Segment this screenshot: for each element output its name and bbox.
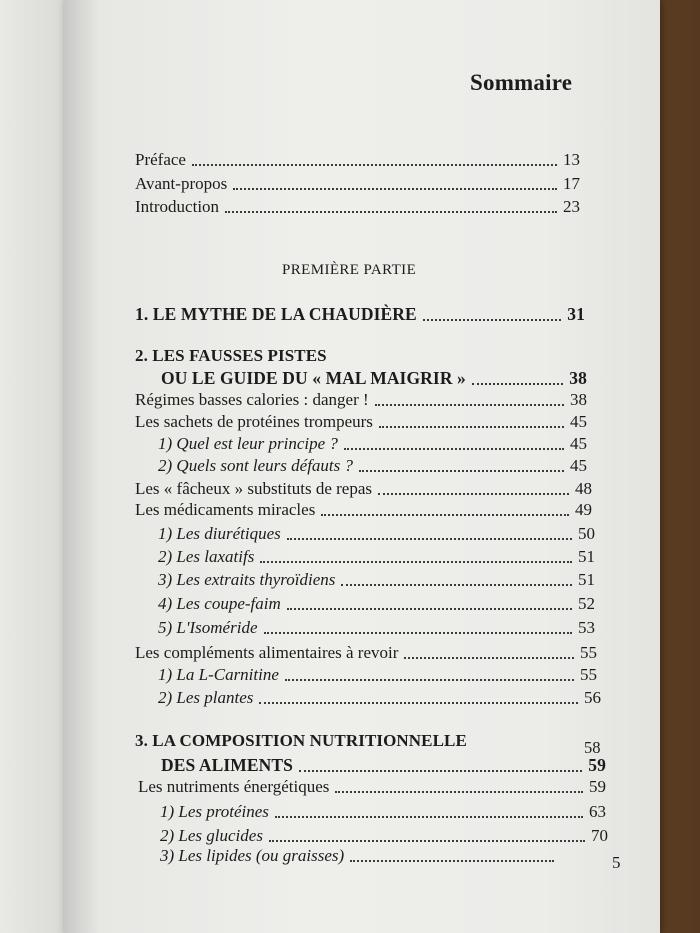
toc-entry: [158, 547, 595, 567]
toc-label: Avant-propos: [135, 174, 228, 193]
toc-label: 1) Les diurétiques: [158, 524, 281, 543]
chapter-title: DES ALIMENTS: [161, 755, 294, 775]
dot-leader: [378, 493, 569, 495]
toc-entry: [135, 412, 587, 432]
toc-page: 17: [563, 174, 580, 193]
toc-page: 48: [575, 479, 592, 498]
toc-page: 55: [580, 643, 597, 662]
dot-leader: [359, 470, 564, 472]
toc-entry: [158, 594, 595, 614]
toc-page: 55: [580, 665, 597, 684]
page-number: 5: [612, 853, 621, 872]
dot-leader: [269, 840, 585, 842]
dot-leader: [344, 448, 564, 450]
dot-leader: [275, 816, 583, 818]
toc-label: 3) Les extraits thyroïdiens: [158, 570, 336, 589]
toc-label: Régimes basses calories : danger !: [135, 390, 369, 409]
toc-entry: [135, 500, 592, 520]
toc-label: Les médicaments miracles: [135, 500, 316, 519]
dot-leader: [225, 211, 557, 213]
toc-page: 63: [589, 802, 606, 821]
toc-entry-avant-propos: [135, 174, 580, 194]
toc-chapter-3: [161, 755, 606, 776]
toc-entry: [160, 826, 608, 846]
toc-page: 45: [570, 412, 587, 431]
toc-label: 2) Les plantes: [158, 688, 254, 707]
toc-entry: [158, 570, 595, 590]
chapter-3-title-line1: 3. LA COMPOSITION NUTRITIONNELLE: [135, 731, 467, 750]
toc-entry-preface: [135, 150, 580, 170]
toc-page: 38: [569, 368, 587, 388]
toc-entry-introduction: [135, 197, 580, 217]
chapter-2-title-line1: 2. LES FAUSSES PISTES: [135, 346, 327, 365]
toc-page: 45: [570, 456, 587, 475]
toc-label: 3) Les lipides (ou graisses): [160, 846, 345, 865]
dot-leader: [321, 514, 569, 516]
toc-label: Les sachets de protéines trompeurs: [135, 412, 373, 431]
toc-page: 31: [567, 304, 585, 324]
dot-leader: [350, 860, 554, 862]
toc-entry: [138, 777, 606, 797]
toc-page: 52: [578, 594, 595, 613]
dot-leader: [472, 383, 563, 385]
toc-entry: [158, 665, 597, 685]
dot-leader: [404, 657, 574, 659]
toc-entry: [160, 846, 560, 866]
dot-leader: [287, 608, 572, 610]
dot-leader: [264, 632, 573, 634]
toc-label: 2) Quels sont leurs défauts ?: [158, 456, 354, 475]
dot-leader: [335, 791, 583, 793]
toc-label: Les compléments alimentaires à revoir: [135, 643, 399, 662]
toc-label: 1) Quel est leur principe ?: [158, 434, 338, 453]
dot-leader: [379, 426, 564, 428]
toc-page: 51: [578, 547, 595, 566]
toc-page: 53: [578, 618, 595, 637]
toc-entry: [158, 456, 587, 476]
dot-leader: [341, 584, 572, 586]
toc-page: 23: [563, 197, 580, 216]
toc-entry: [158, 434, 587, 454]
part-heading: PREMIÈRE PARTIE: [282, 262, 417, 278]
dot-leader: [423, 319, 562, 321]
toc-page: 50: [578, 524, 595, 543]
page-title: Sommaire: [470, 70, 573, 95]
toc-page: 58: [584, 738, 601, 757]
toc-label: Préface: [135, 150, 186, 169]
toc-entry: [135, 390, 587, 410]
dot-leader: [192, 164, 557, 166]
toc-page: 56: [584, 688, 601, 707]
toc-label: 2) Les laxatifs: [158, 547, 255, 566]
toc-label: 1) Les protéines: [160, 802, 269, 821]
toc-page: 38: [570, 390, 587, 409]
toc-entry: [160, 802, 606, 822]
toc-page: 13: [563, 150, 580, 169]
toc-entry: [158, 524, 595, 544]
toc-page: 59: [588, 755, 606, 775]
toc-label: 5) L'Isoméride: [158, 618, 258, 637]
toc-entry: [158, 688, 601, 708]
dot-leader: [287, 538, 572, 540]
dot-leader: [233, 188, 557, 190]
chapter-title: 1. LE MYTHE DE LA CHAUDIÈRE: [135, 304, 417, 324]
chapter-title: OU LE GUIDE DU « MAL MAIGRIR »: [161, 368, 466, 388]
toc-label: Introduction: [135, 197, 220, 216]
toc-page: 49: [575, 500, 592, 519]
toc-page: 70: [591, 826, 608, 845]
toc-chapter-1: [135, 304, 585, 325]
toc-entry: [135, 479, 592, 499]
toc-page: 59: [589, 777, 606, 796]
toc-entry: [135, 643, 597, 663]
dot-leader: [259, 702, 578, 704]
toc-label: Les nutriments énergétiques: [138, 777, 330, 796]
dot-leader: [299, 770, 582, 772]
toc-page: 51: [578, 570, 595, 589]
toc-chapter-2: [161, 368, 587, 389]
dot-leader: [285, 679, 574, 681]
toc-label: 4) Les coupe-faim: [158, 594, 281, 613]
toc-label: Les « fâcheux » substituts de repas: [135, 479, 372, 498]
toc-label: 2) Les glucides: [160, 826, 263, 845]
toc-page: 45: [570, 434, 587, 453]
dot-leader: [260, 561, 572, 563]
dot-leader: [375, 404, 564, 406]
toc-entry: [158, 618, 595, 638]
toc-label: 1) La L-Carnitine: [158, 665, 279, 684]
